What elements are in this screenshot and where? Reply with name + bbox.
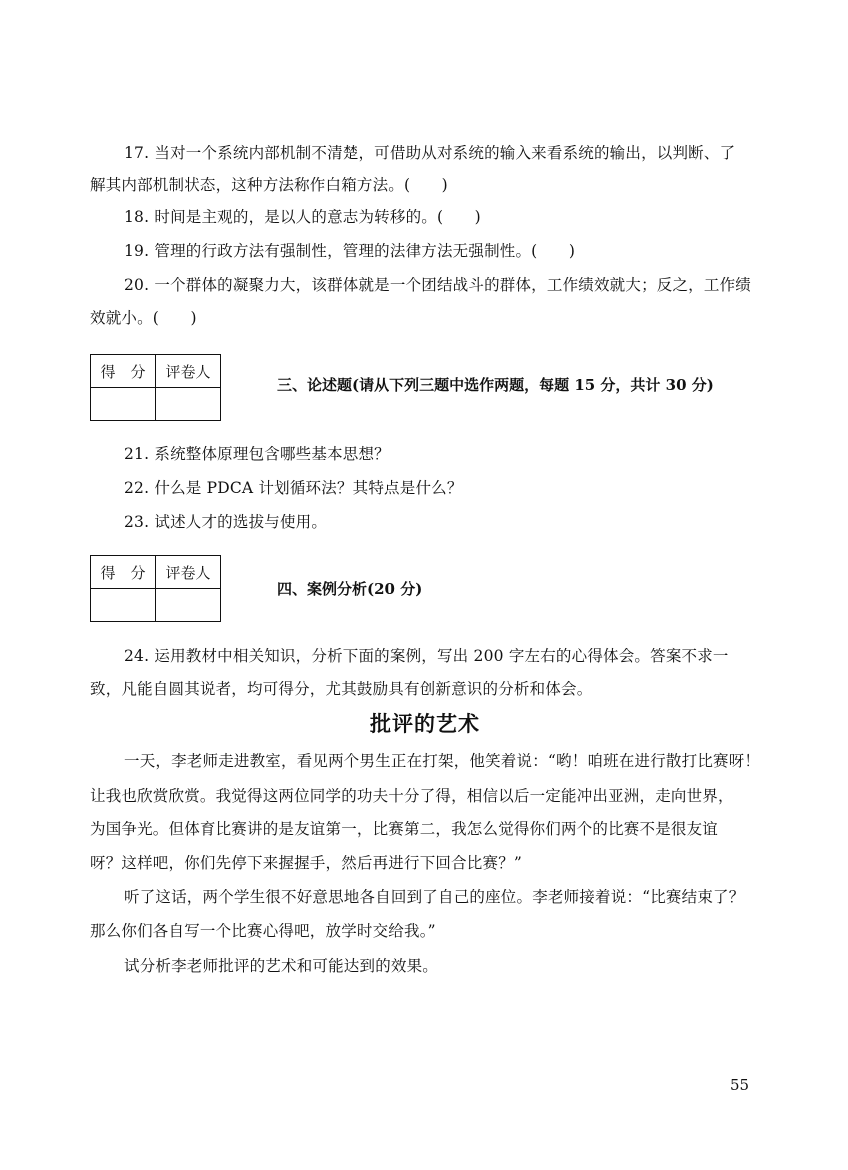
- score-table-section-4: [90, 555, 221, 622]
- score-input-cell: [91, 388, 156, 421]
- question-20-line-2: 效就小。( ): [90, 309, 197, 327]
- score-table-section-3: [90, 354, 221, 421]
- question-24-line-1: 24. 运用教材中相关知识，分析下面的案例，写出 200 字左右的心得体会。答案不求一: [124, 647, 729, 665]
- case-paragraph-1-line-4: 呀？这样吧，你们先停下来握握手，然后再进行下回合比赛？”: [90, 854, 523, 872]
- page-number: 55: [730, 1076, 750, 1094]
- question-19: 19. 管理的行政方法有强制性，管理的法律方法无强制性。( ): [124, 242, 576, 260]
- question-20-line-1: 20. 一个群体的凝聚力大，该群体就是一个团结战斗的群体，工作绩效就大；反之，工作绩: [124, 276, 751, 294]
- case-paragraph-1-line-2: 让我也欣赏欣赏。我觉得这两位同学的功夫十分了得，相信以后一定能冲出亚洲，走向世界，: [90, 787, 734, 805]
- case-paragraph-1-line-1: 一天，李老师走进教室，看见两个男生正在打架，他笑着说：“哟！咱班在进行散打比赛呀！: [124, 752, 761, 770]
- case-question: 试分析李老师批评的艺术和可能达到的效果。: [124, 957, 439, 975]
- question-23: 23. 试述人才的选拔与使用。: [124, 513, 328, 531]
- grader-input-cell: [156, 388, 221, 421]
- score-header-cell: 得 分: [91, 556, 156, 589]
- case-paragraph-2-line-2: 那么你们各自写一个比赛心得吧，放学时交给我。”: [90, 922, 436, 940]
- section-3-heading: 三、论述题(请从下列三题中选作两题，每题 15 分，共计 30 分): [277, 376, 714, 394]
- case-paragraph-2-line-1: 听了这话，两个学生很不好意思地各自回到了自己的座位。李老师接着说：“比赛结束了？: [124, 888, 745, 906]
- question-21: 21. 系统整体原理包含哪些基本思想？: [124, 445, 390, 463]
- case-title: 批评的艺术: [370, 711, 480, 736]
- score-header-cell: 得 分: [91, 355, 156, 388]
- grader-header-cell: 评卷人: [156, 355, 221, 388]
- question-22: 22. 什么是 PDCA 计划循环法？其特点是什么？: [124, 479, 463, 497]
- score-input-cell: [91, 589, 156, 622]
- grader-header-cell: 评卷人: [156, 556, 221, 589]
- question-17-line-2: 解其内部机制状态，这种方法称作白箱方法。( ): [90, 176, 448, 194]
- question-18: 18. 时间是主观的，是以人的意志为转移的。( ): [124, 208, 481, 226]
- case-paragraph-1-line-3: 为国争光。但体育比赛讲的是友谊第一，比赛第二，我怎么觉得你们两个的比赛不是很友谊: [90, 820, 719, 838]
- grader-input-cell: [156, 589, 221, 622]
- question-17-line-1: 17. 当对一个系统内部机制不清楚，可借助从对系统的输入来看系统的输出，以判断、了: [124, 144, 736, 162]
- question-24-line-2: 致，凡能自圆其说者，均可得分，尤其鼓励具有创新意识的分析和体会。: [90, 680, 593, 698]
- section-4-heading: 四、案例分析(20 分): [277, 580, 423, 598]
